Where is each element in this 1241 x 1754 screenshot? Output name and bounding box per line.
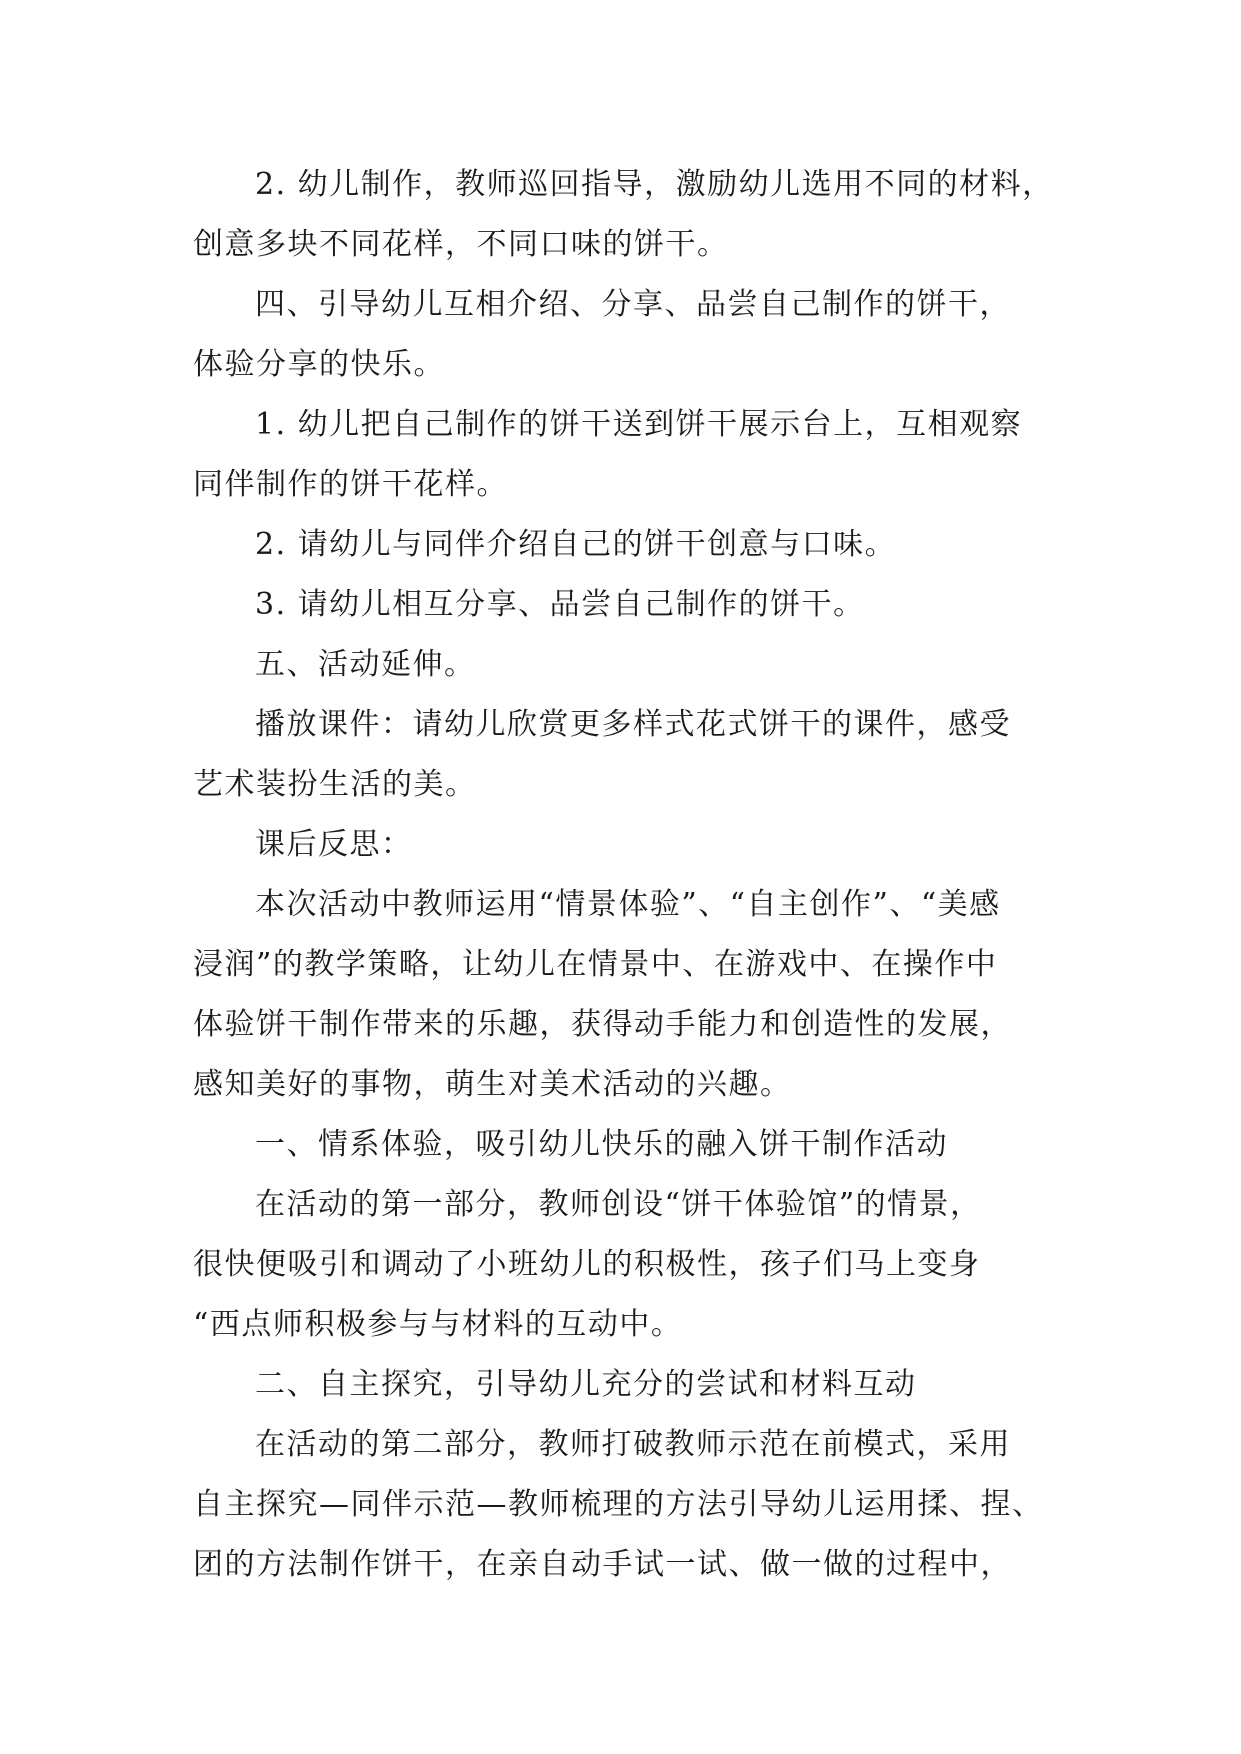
text-line: 浸润”的教学策略，让幼儿在情景中、在游戏中、在操作中 xyxy=(193,947,998,982)
text-line: 2. 请幼儿与同伴介绍自己的饼干创意与口味。 xyxy=(255,527,897,562)
text-line: 本次活动中教师运用“情景体验”、“自主创作”、“美感 xyxy=(255,887,1001,922)
text-line: 体验分享的快乐。 xyxy=(193,347,445,382)
text-line: 同伴制作的饼干花样。 xyxy=(193,467,508,502)
document-body xyxy=(193,155,1053,1595)
section-heading: 二、自主探究，引导幼儿充分的尝试和材料互动 xyxy=(255,1367,917,1402)
section-heading: 五、活动延伸。 xyxy=(255,647,476,682)
section-heading: 课后反思： xyxy=(255,827,413,862)
text-line: 3. 请幼儿相互分享、品尝自己制作的饼干。 xyxy=(255,587,865,622)
text-line: 很快便吸引和调动了小班幼儿的积极性，孩子们马上变身 xyxy=(193,1247,981,1282)
text-line: 自主探究—同伴示范—教师梳理的方法引导幼儿运用揉、捏、 xyxy=(193,1487,1044,1522)
text-line: 创意多块不同花样，不同口味的饼干。 xyxy=(193,227,729,262)
text-line: 在活动的第二部分，教师打破教师示范在前模式，采用 xyxy=(255,1427,1011,1462)
text-line: “西点师积极参与与材料的互动中。 xyxy=(193,1307,683,1342)
text-line: 艺术装扮生活的美。 xyxy=(193,767,477,802)
section-heading: 四、引导幼儿互相介绍、分享、品尝自己制作的饼干， xyxy=(255,287,1011,322)
text-line: 在活动的第一部分，教师创设“饼干体验馆”的情景， xyxy=(255,1187,982,1222)
text-line: 播放课件：请幼儿欣赏更多样式花式饼干的课件，感受 xyxy=(255,707,1011,742)
text-line: 感知美好的事物，萌生对美术活动的兴趣。 xyxy=(193,1067,792,1102)
text-line: 1. 幼儿把自己制作的饼干送到饼干展示台上，互相观察 xyxy=(255,407,1023,442)
section-heading: 一、情系体验，吸引幼儿快乐的融入饼干制作活动 xyxy=(255,1127,948,1162)
text-line: 2. 幼儿制作，教师巡回指导，激励幼儿选用不同的材料， xyxy=(255,167,1054,202)
text-line: 团的方法制作饼干，在亲自动手试一试、做一做的过程中， xyxy=(193,1547,1012,1582)
text-line: 体验饼干制作带来的乐趣，获得动手能力和创造性的发展， xyxy=(193,1007,1012,1042)
